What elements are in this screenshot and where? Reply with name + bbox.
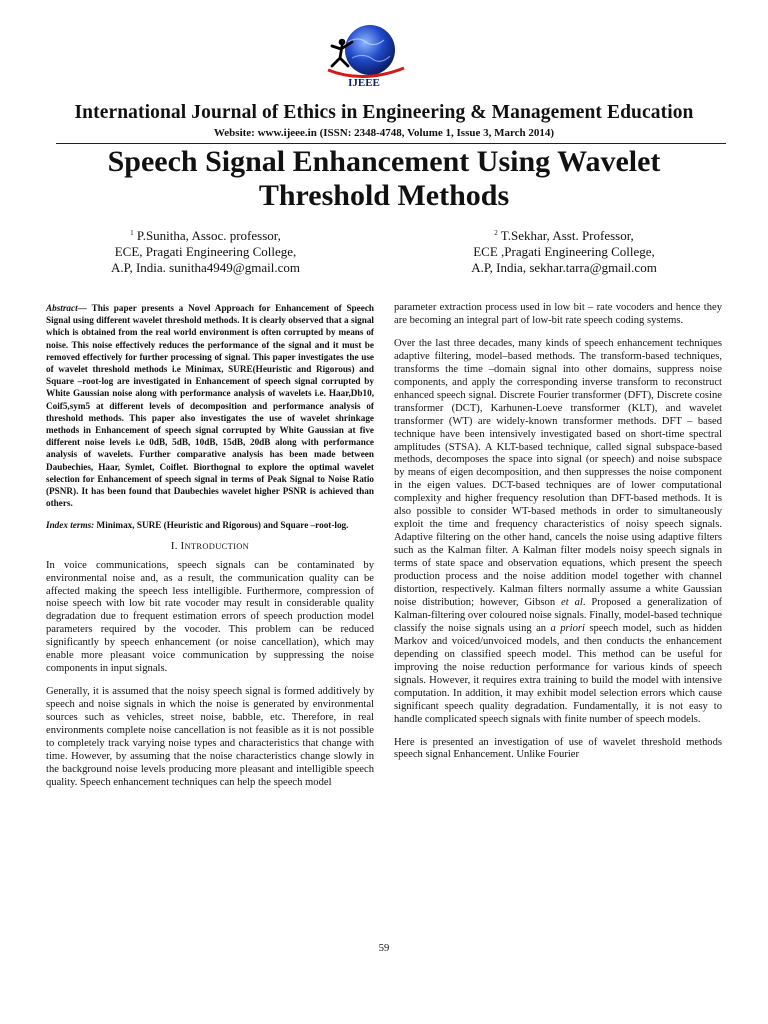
- section-number: I.: [170, 540, 181, 552]
- intro-paragraph-1: In voice communications, speech signals can be contaminated by environmental noise and, as a result, the communication quality can be affected making the speech less intelligible. Furthermore, compression of noise speech with low bit rate vocoder may result in considerable quality degradation due to frequent estimation errors of speech production model parameters required by the vocoder. This problem can be reduced significantly by speech enhancement (or noise cancellation), which may enable more pleasant voice communication by suppressing the noise components in input signals.: [46, 559, 374, 675]
- abstract-dash: —: [77, 303, 92, 313]
- section-title-initial: I: [180, 540, 185, 552]
- author-1-name: P.Sunitha, Assoc. professor,: [133, 228, 281, 243]
- globe-runner-icon: [318, 22, 410, 90]
- right-paragraph-2: [394, 338, 722, 727]
- logo-text: IJEEE: [348, 77, 380, 89]
- right-column: [394, 302, 722, 772]
- index-terms: [46, 519, 374, 531]
- intro-paragraph-2: Generally, it is assumed that the noisy speech signal is formed additively by speech and noise signals in which the noise is generated by environmental sources such as vehicles, street noise, babble, etc. Therefore, in real environments complete noise cancellation is not feasible as it is not possible to completely track varying noise types and characteristics that change with time. However, by assuming that the noise characteristics change slowly in the background noise levels producing more pleasant and intelligible speech quality. Speech enhancement techniques can help the speech model: [46, 686, 374, 788]
- abstract-text: This paper presents a Novel Approach for Enhancement of Speech Signal using different wavelet threshold methods. It is clearly observed that a signal which is obtained from the real world environment is often corrupted by means of noise. This noise effectively reduces the performance of the signal and it must be removed effectively for further processing of signal. This paper investigates the use of wavelet threshold methods i.e Minimax, SURE(Heuristic and Rigorous) and Square –root-log are investigated in Enhancement of speech signal corrupted by White Gaussian noise along with performance analysis of wavelets i.e. Haar,Db10, Coif5,sym5 at different levels of decomposition and performance analysis of threshold methods. This paper also investigates the use of wavelet shrinkage methods in Enhancement of speech signal corrupted by White Gaussian at five different noise levels i.e 0dB, 5dB, 10dB, 15dB, 20dB along with performance analysis of wavelets. Further comparative analysis has been made between Daubechies, Haar, Symlet, Coiflet. Biorthognal to explore the optimal wavelet selection for Enhancement of speech signal in terms of Peak Signal to Noise Ratio (PSNR). It has been found that Daubechies wavelet higher PSNR is achieved than others.: [46, 303, 375, 509]
- page-number: 59: [378, 943, 390, 954]
- author-2-contact: A.P, India, sekhar.tarra@gmail.com: [471, 260, 657, 275]
- title-line-1: Speech Signal Enhancement Using Wavelet: [107, 145, 661, 178]
- abstract-label: Abstract: [46, 303, 78, 313]
- a-priori-italic: a priori: [550, 622, 585, 634]
- right-paragraph-2-part-b: . Proposed a generalization of Kalman-filtering over coloured noise signals. Finally, model-based technique classify the noise signals using an: [394, 596, 722, 634]
- journal-logo: [318, 22, 410, 90]
- abstract: [46, 302, 374, 509]
- paper-title: [0, 145, 768, 213]
- website-line: Website: www.ijeee.in (ISSN: 2348-4748, Volume 1, Issue 3, March 2014): [213, 127, 555, 139]
- author-1-superscript: 1: [130, 229, 134, 237]
- left-column: [46, 302, 374, 800]
- author-1-contact: A.P, India. sunitha4949@gmail.com: [111, 260, 300, 275]
- section-title-rest: NTRODUCTION: [184, 540, 250, 551]
- author-block-2: [435, 225, 693, 276]
- author-1-affiliation: ECE, Pragati Engineering College,: [114, 244, 297, 259]
- index-terms-text: Minimax, SURE (Heuristic and Rigorous) and Square –root-log.: [94, 520, 349, 531]
- author-2-name: T.Sekhar, Asst. Professor,: [497, 228, 634, 243]
- et-al-italic: et al: [561, 596, 583, 608]
- author-block-1: [78, 225, 333, 276]
- section-heading-introduction: [46, 540, 374, 554]
- right-paragraph-2-part-c: speech model, such as hidden Markov and voiced/unvoiced models, and then conducts the enhancement depending on classified speech model. This method can be useful for improving the noise reduction performance for various kinds of speech signals. However, it requires extra training to build the model with intensive computation. In addition, it may exhibit model selection errors which cause significant speech quality degradation. Fundamentally, it is not easy to handle complicated speech signals with finite number of speech models.: [394, 622, 722, 725]
- title-line-2: Threshold Methods: [258, 179, 510, 212]
- author-2-superscript: 2: [494, 229, 498, 237]
- right-paragraph-1: parameter extraction process used in low bit – rate vocoders and hence they are becoming an integral part of low-bit rate speech coding systems.: [394, 302, 722, 326]
- author-2-affiliation: ECE ,Pragati Engineering College,: [473, 244, 655, 259]
- right-paragraph-3: Here is presented an investigation of use of wavelet threshold methods speech signal Enhancement. Unlike Fourier: [394, 736, 722, 761]
- journal-name: International Journal of Ethics in Engineering & Management Education: [74, 102, 694, 123]
- right-paragraph-2-part-a: Over the last three decades, many kinds of speech enhancement techniques adaptive filtering, model–based methods. The transform-based techniques, transforms the time –domain signal into other domains, suppress noise components, and apply the corresponding inverse transform to reconstruct enhanced speech signal. Discrete Fourier transformer (DFT), Discrete cosine transformer (DCT), Karhunen-Loeve transformer (KLT), and wavelet transformer (WT) are widely-known transformer methods. DFT – based technique have been intensively investigated based on short-time spectral amplitudes (STSA). A KLT-based technique, called signal subspace-based methods, decomposes the space into signal (or speech) and noise subspace by means of eigen decomposition, and then suppresses the noise component in the eigen values. DCT-based techniques are of lower computational complexity and higher frequency resolution than DFT-based methods. It is also possible to consider WT-based methods in order to simultaneously exploit the time and frequency characteristics of noisy speech signals. Adaptive filtering on the other hand, cancels the noise using adaptive filters such as the Kalman filter. A Kalman filter models noisy speech signals in terms of state space and observation equations, which present the speech production process and the noise addition model together with channel distortion, respectively. Kalman filters normally assume a white Gaussian noise distribution; however, Gibson: [394, 337, 722, 608]
- index-terms-label: Index terms:: [46, 520, 95, 531]
- header-rule: [56, 143, 726, 144]
